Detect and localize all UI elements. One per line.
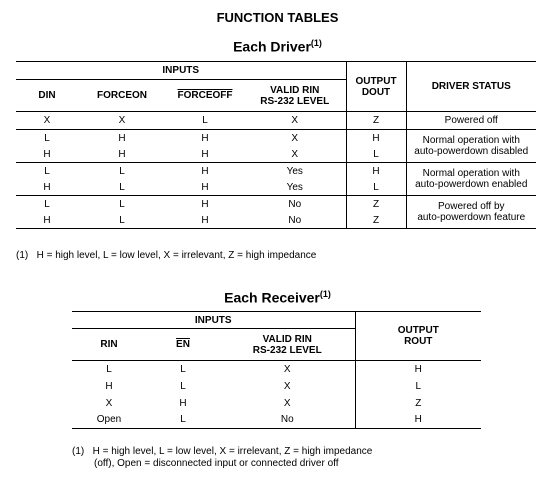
table-cell: H <box>346 163 406 180</box>
driver-footnote <box>16 250 316 262</box>
table-cell: H <box>16 146 78 163</box>
receiver-valid-rin-line2: RS-232 LEVEL <box>252 344 322 356</box>
table-cell: Z <box>346 196 406 213</box>
table-row <box>72 395 481 412</box>
table-cell: Yes <box>244 163 346 180</box>
table-cell: H <box>16 179 78 196</box>
table-row <box>16 163 536 180</box>
table-cell: H <box>201 165 209 177</box>
status-line: Normal operation with <box>422 168 520 179</box>
footnote-text: H = high level, L = low level, X = irrelevant, Z = high impedance <box>92 446 373 457</box>
driver-table-title <box>0 38 555 55</box>
receiver-title-text: Each Receiver <box>224 289 320 306</box>
driver-forceon-header: FORCEON <box>78 80 166 112</box>
status-line: auto-powerdown feature <box>417 212 526 223</box>
driver-status-cell <box>406 196 536 229</box>
table-cell: H <box>414 414 422 426</box>
driver-status-header: DRIVER STATUS <box>406 62 536 112</box>
table-cell: X <box>78 112 166 130</box>
table-cell: H <box>118 132 126 144</box>
table-cell: L <box>180 380 186 392</box>
table-cell: L <box>119 214 125 226</box>
table-cell: L <box>346 179 406 196</box>
table-cell: H <box>105 380 113 392</box>
table-cell: X <box>16 112 78 130</box>
table-row <box>72 412 481 429</box>
driver-status-cell <box>406 163 536 196</box>
receiver-rin-header: RIN <box>72 329 146 361</box>
table-cell: L <box>44 198 50 210</box>
receiver-output-header-line2: ROUT <box>404 336 433 347</box>
driver-valid-rin-line2: RS-232 LEVEL <box>260 95 330 107</box>
table-cell: X <box>244 112 346 130</box>
driver-valid-rin-header <box>244 80 346 112</box>
footnote-text: H = high level, L = low level, X = irrelevant, Z = high impedance <box>36 250 317 261</box>
table-row <box>16 112 536 130</box>
driver-inputs-header: INPUTS <box>16 62 346 80</box>
receiver-valid-rin-header <box>220 329 355 361</box>
receiver-output-header-line1: OUTPUT <box>397 325 439 336</box>
driver-title-text: Each Driver <box>233 38 311 55</box>
status-line: Powered off by <box>437 201 505 212</box>
table-cell: L <box>44 165 50 177</box>
table-cell: No <box>220 412 355 429</box>
status-line: auto-powerdown disabled <box>414 146 529 157</box>
receiver-valid-rin-line1: VALID RIN <box>262 333 312 345</box>
table-row <box>72 378 481 395</box>
table-cell: H <box>201 132 209 144</box>
table-cell: L <box>180 414 186 426</box>
receiver-output-header <box>355 312 481 361</box>
driver-output-header <box>346 62 406 112</box>
table-cell: L <box>180 363 186 375</box>
table-cell: No <box>244 196 346 213</box>
table-cell: H <box>43 214 51 226</box>
receiver-title-footnote-ref: (1) <box>319 289 331 299</box>
table-cell: L <box>44 132 50 144</box>
table-cell: L <box>78 179 166 196</box>
status-line: Normal operation with <box>422 135 520 146</box>
footnote-marker: (1) <box>16 250 29 261</box>
table-cell: H <box>414 363 422 375</box>
table-cell: Z <box>346 212 406 229</box>
table-cell: L <box>106 363 112 375</box>
status-line: auto-powerdown enabled <box>415 179 528 190</box>
table-cell: L <box>119 198 125 210</box>
driver-status-cell <box>406 130 536 163</box>
table-cell: L <box>166 112 244 130</box>
table-cell: X <box>220 395 355 412</box>
footnote-marker: (1) <box>72 446 85 457</box>
table-cell: H <box>166 179 244 196</box>
table-cell: H <box>201 198 209 210</box>
table-cell: H <box>179 397 187 409</box>
table-cell: H <box>166 146 244 163</box>
table-row <box>16 130 536 147</box>
table-cell: H <box>346 130 406 147</box>
page-title: FUNCTION TABLES <box>216 10 339 25</box>
driver-status-cell: Powered off <box>406 112 536 130</box>
driver-output-header-line2: DOUT <box>361 86 391 98</box>
receiver-footnote <box>72 446 372 470</box>
receiver-en-header: $\overline{EN}$ <box>146 329 220 361</box>
driver-title-footnote-ref: (1) <box>310 38 322 48</box>
driver-output-header-line1: OUTPUT <box>355 75 397 87</box>
table-cell: H <box>78 146 166 163</box>
table-cell: L <box>119 165 125 177</box>
table-row <box>72 361 481 378</box>
table-cell: X <box>244 130 346 147</box>
table-cell: Z <box>346 112 406 130</box>
table-cell: Z <box>415 397 422 409</box>
receiver-table-title <box>0 289 555 306</box>
table-cell: X <box>105 397 113 409</box>
table-cell: L <box>346 146 406 163</box>
table-cell: L <box>415 380 422 392</box>
table-cell: X <box>220 361 355 378</box>
table-cell: Open <box>96 414 122 426</box>
table-cell: X <box>220 378 355 395</box>
table-cell: No <box>244 212 346 229</box>
table-cell: H <box>201 214 209 226</box>
receiver-inputs-header: INPUTS <box>72 312 355 329</box>
driver-din-header: DIN <box>16 80 78 112</box>
driver-forceoff-header: FORCEOFF <box>166 80 244 112</box>
footnote-text-continued: (off), Open = disconnected input or connected driver off <box>94 458 339 469</box>
table-cell: Yes <box>244 179 346 196</box>
driver-function-table <box>16 61 536 229</box>
table-row <box>16 196 536 213</box>
driver-valid-rin-line1: VALID RIN <box>270 84 320 96</box>
receiver-function-table <box>72 311 481 429</box>
table-cell: X <box>244 146 346 163</box>
